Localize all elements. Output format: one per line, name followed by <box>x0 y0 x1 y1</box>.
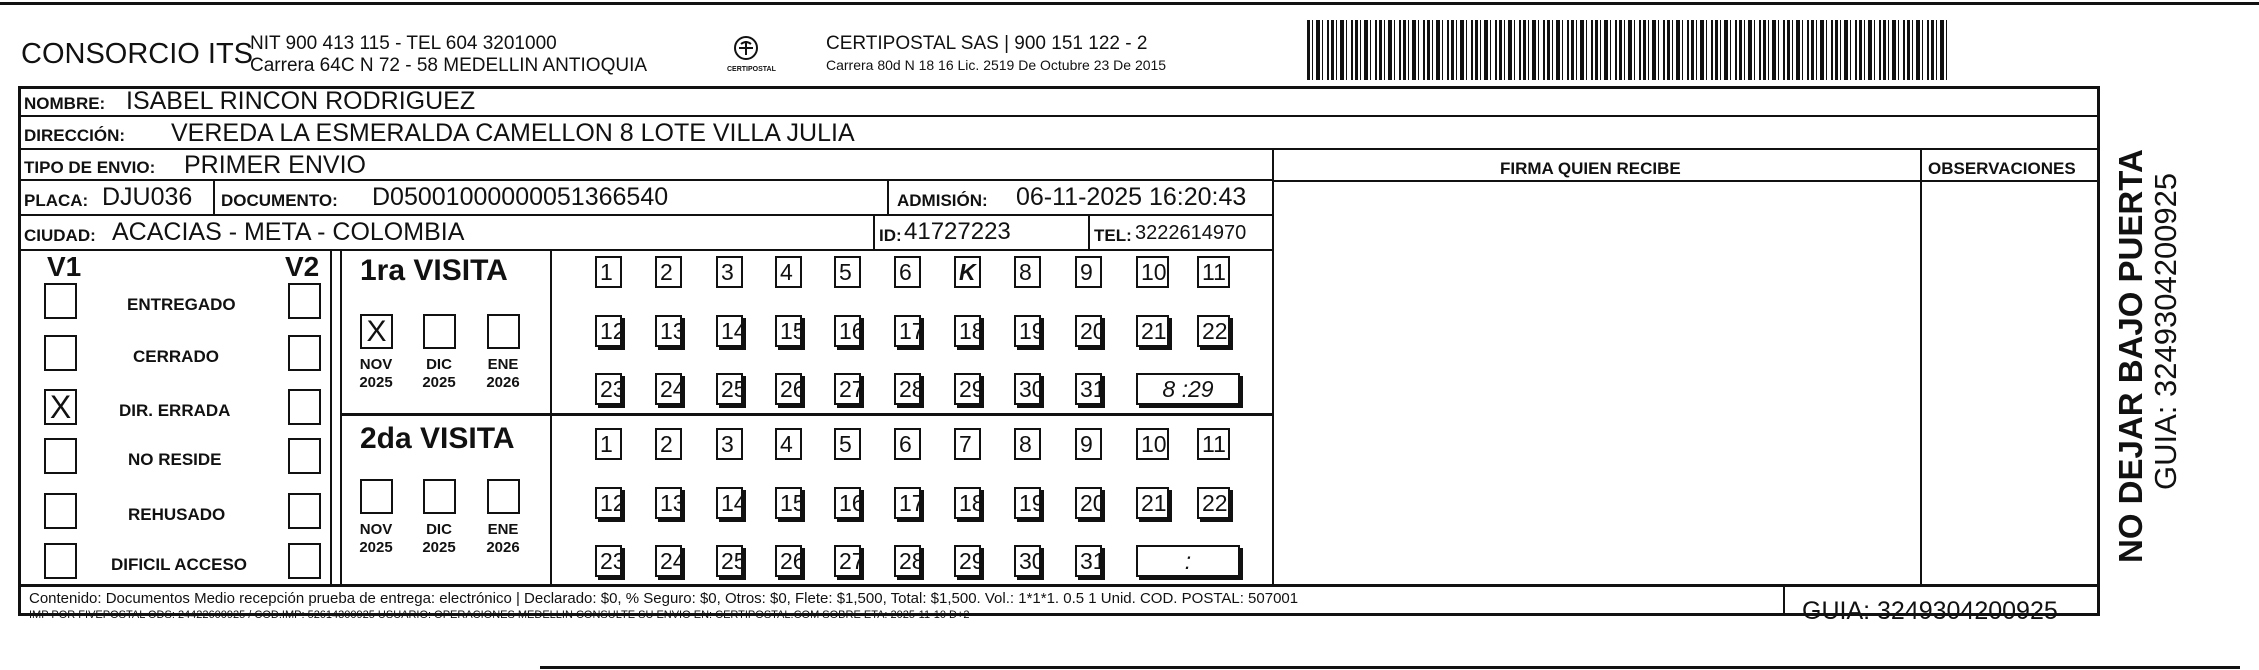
footer-guia: GUIA: 3249304200925 <box>1802 597 2058 625</box>
visit2-day-14[interactable]: 14 <box>716 487 743 519</box>
visit1-day-26[interactable]: 26 <box>775 373 802 405</box>
visit1-day-3[interactable]: 3 <box>716 256 743 288</box>
visit2-day-12[interactable]: 12 <box>595 487 622 519</box>
visit2-day-9[interactable]: 9 <box>1075 428 1102 460</box>
visit1-month-box-dic[interactable] <box>423 314 456 349</box>
company-address: Carrera 64C N 72 - 58 MEDELLIN ANTIOQUIA <box>250 55 648 76</box>
visit2-day-6[interactable]: 6 <box>894 428 921 460</box>
visit1-time-box[interactable]: 8 :29 <box>1136 373 1240 405</box>
visit2-month-box-ene[interactable] <box>487 479 520 514</box>
document-label: DOCUMENTO: <box>221 191 338 210</box>
visit2-month-label-dic: DIC 2025 <box>422 521 456 556</box>
id-label: ID: <box>879 226 902 245</box>
barcode <box>1307 20 1951 80</box>
status-label-rehusado: REHUSADO <box>128 505 226 524</box>
company-nit: NIT 900 413 115 - TEL 604 3201000 <box>250 33 557 54</box>
v1-checkbox-rehusado[interactable] <box>44 493 77 529</box>
visit2-day-17[interactable]: 17 <box>894 487 921 519</box>
visit2-day-26[interactable]: 26 <box>775 545 802 577</box>
visit2-month-box-dic[interactable] <box>423 479 456 514</box>
visit1-day-25[interactable]: 25 <box>716 373 743 405</box>
status-label-no-reside: NO RESIDE <box>128 450 222 469</box>
logo-caption: CERTIPOSTAL <box>727 66 776 73</box>
tel-number: 3222614970 <box>1135 222 1247 244</box>
visit2-day-2[interactable]: 2 <box>655 428 682 460</box>
carrier-license: Carrera 80d N 18 16 Lic. 2519 De Octubre 23 De 2015 <box>826 57 1167 73</box>
v2-checkbox-no-reside[interactable] <box>288 438 321 474</box>
visit2-day-16[interactable]: 16 <box>834 487 861 519</box>
visit1-day-15[interactable]: 15 <box>775 315 802 347</box>
visit1-day-28[interactable]: 28 <box>894 373 921 405</box>
plate: DJU036 <box>102 183 193 211</box>
visit1-month-label-dic: DIC 2025 <box>422 356 456 391</box>
v2-label: V2 <box>285 251 320 282</box>
send-type-label: TIPO DE ENVIO: <box>24 158 156 177</box>
v1-label: V1 <box>47 251 82 282</box>
footer-print-info: IMP POR FIVEPOSTAL ODS: 24422600925 / COD.IMP: 52614300925 USUARIO: OPERACIONES MEDELLIN CONSULTE SU ENVIO EN: CERTIPOSTAL.COM SOBRE ETA: 2025-11-10 D+2 <box>29 609 970 621</box>
v2-checkbox-dificil-acceso[interactable] <box>288 543 321 579</box>
visit2-day-5[interactable]: 5 <box>834 428 861 460</box>
visit2-day-13[interactable]: 13 <box>655 487 682 519</box>
visit1-day-22[interactable]: 22 <box>1197 315 1230 347</box>
visit1-day-20[interactable]: 20 <box>1075 315 1102 347</box>
visit1-day-23[interactable]: 23 <box>595 373 622 405</box>
visit2-day-21[interactable]: 21 <box>1136 487 1169 519</box>
visit1-month-label-ene: ENE 2026 <box>486 356 520 391</box>
visit1-day-1[interactable]: 1 <box>595 256 622 288</box>
footer-contents: Contenido: Documentos Medio recepción prueba de entrega: electrónico | Declarado: $0, % Seguro: $0, Otros: $0, Flete: $1,500, Total: $1,500. Vol.: 1*1*1. 0.5 1 Unid. COD. POSTAL: 507001 <box>29 590 1299 607</box>
signature-header: FIRMA QUIEN RECIBE <box>1500 159 1681 178</box>
visit1-month-box-nov[interactable]: X <box>360 314 393 349</box>
visit1-day-4[interactable]: 4 <box>775 256 802 288</box>
v2-checkbox-cerrado[interactable] <box>288 335 321 371</box>
visit2-day-3[interactable]: 3 <box>716 428 743 460</box>
city: ACACIAS - META - COLOMBIA <box>112 218 465 246</box>
visit1-day-11[interactable]: 11 <box>1197 256 1230 288</box>
observations-header: OBSERVACIONES <box>1928 159 2076 178</box>
visit1-day-5[interactable]: 5 <box>834 256 861 288</box>
visit2-month-label-nov: NOV 2025 <box>359 521 393 556</box>
visit1-day-10[interactable]: 10 <box>1136 256 1169 288</box>
status-label-cerrado: CERRADO <box>133 347 219 366</box>
visit1-day-21[interactable]: 21 <box>1136 315 1169 347</box>
visit2-day-15[interactable]: 15 <box>775 487 802 519</box>
visit1-day-16[interactable]: 16 <box>834 315 861 347</box>
visit2-day-30[interactable]: 30 <box>1014 545 1041 577</box>
visit1-day-13[interactable]: 13 <box>655 315 682 347</box>
visit2-day-24[interactable]: 24 <box>655 545 682 577</box>
visit2-day-7[interactable]: 7 <box>954 428 981 460</box>
visit2-day-28[interactable]: 28 <box>894 545 921 577</box>
visit1-day-17[interactable]: 17 <box>894 315 921 347</box>
city-label: CIUDAD: <box>24 226 96 245</box>
visit2-day-11[interactable]: 11 <box>1197 428 1230 460</box>
status-label-dificil-acceso: DIFICIL ACCESO <box>111 555 248 574</box>
visit1-day-8[interactable]: 8 <box>1014 256 1041 288</box>
admission-label: ADMISIÓN: <box>897 191 988 210</box>
visit2-day-20[interactable]: 20 <box>1075 487 1102 519</box>
v1-checkbox-dir-errada[interactable]: X <box>44 389 77 425</box>
top-rule <box>0 2 2259 5</box>
visit2-day-19[interactable]: 19 <box>1014 487 1041 519</box>
visit1-day-24[interactable]: 24 <box>655 373 682 405</box>
visit2-day-18[interactable]: 18 <box>954 487 981 519</box>
name-label: NOMBRE: <box>24 94 106 113</box>
recipient-address: VEREDA LA ESMERALDA CAMELLON 8 LOTE VILLA JULIA <box>171 119 855 147</box>
visit2-day-29[interactable]: 29 <box>954 545 981 577</box>
address-label: DIRECCIÓN: <box>24 126 126 145</box>
visit2-day-31[interactable]: 31 <box>1075 545 1102 577</box>
visit2-month-label-ene: ENE 2026 <box>486 521 520 556</box>
visit2-day-8[interactable]: 8 <box>1014 428 1041 460</box>
carrier-info: CERTIPOSTAL SAS | 900 151 122 - 2 <box>826 33 1148 54</box>
visit1-day-27[interactable]: 27 <box>834 373 861 405</box>
v1-checkbox-dificil-acceso[interactable] <box>44 543 77 579</box>
v2-checkbox-rehusado[interactable] <box>288 493 321 529</box>
visit1-title: 1ra VISITA <box>360 254 508 287</box>
visit1-day-2[interactable]: 2 <box>655 256 682 288</box>
side-warning: NO DEJAR BAJO PUERTA <box>2112 149 2149 563</box>
visit1-day-12[interactable]: 12 <box>595 315 622 347</box>
visit2-day-25[interactable]: 25 <box>716 545 743 577</box>
visit1-day-31[interactable]: 31 <box>1075 373 1102 405</box>
bottom-rule <box>540 666 2240 669</box>
visit1-day-7[interactable]: K <box>954 256 981 288</box>
v1-checkbox-entregado[interactable] <box>44 283 77 319</box>
document-number: D05001000000051366540 <box>372 183 669 211</box>
id-number: 41727223 <box>904 218 1011 245</box>
plate-label: PLACA: <box>24 191 89 210</box>
visit2-day-27[interactable]: 27 <box>834 545 861 577</box>
visit1-day-6[interactable]: 6 <box>894 256 921 288</box>
status-label-entregado: ENTREGADO <box>127 295 236 314</box>
v1-checkbox-cerrado[interactable] <box>44 335 77 371</box>
visit2-month-box-nov[interactable] <box>360 479 393 514</box>
visit1-day-30[interactable]: 30 <box>1014 373 1041 405</box>
tel-label: TEL: <box>1094 226 1132 245</box>
visit1-day-14[interactable]: 14 <box>716 315 743 347</box>
v1-checkbox-no-reside[interactable] <box>44 438 77 474</box>
company-name: CONSORCIO ITS <box>21 38 254 70</box>
v2-checkbox-dir-errada[interactable] <box>288 389 321 425</box>
side-guia: GUIA: 3249304200925 <box>2148 172 2183 490</box>
visit1-month-box-ene[interactable] <box>487 314 520 349</box>
status-label-dir-errada: DIR. ERRADA <box>119 401 231 420</box>
admission-date: 06-11-2025 16:20:43 <box>1016 183 1247 211</box>
visit2-day-1[interactable]: 1 <box>595 428 622 460</box>
visit2-title: 2da VISITA <box>360 422 515 455</box>
visit1-day-29[interactable]: 29 <box>954 373 981 405</box>
visit2-day-10[interactable]: 10 <box>1136 428 1169 460</box>
visit1-month-label-nov: NOV 2025 <box>359 356 393 391</box>
visit2-day-4[interactable]: 4 <box>775 428 802 460</box>
visit2-day-22[interactable]: 22 <box>1197 487 1230 519</box>
v2-checkbox-entregado[interactable] <box>288 283 321 319</box>
visit1-day-18[interactable]: 18 <box>954 315 981 347</box>
recipient-name: ISABEL RINCON RODRIGUEZ <box>126 87 476 115</box>
visit2-day-23[interactable]: 23 <box>595 545 622 577</box>
visit1-day-19[interactable]: 19 <box>1014 315 1041 347</box>
visit2-time-box[interactable]: : <box>1136 545 1240 577</box>
visit1-day-9[interactable]: 9 <box>1075 256 1102 288</box>
send-type: PRIMER ENVIO <box>184 151 366 179</box>
